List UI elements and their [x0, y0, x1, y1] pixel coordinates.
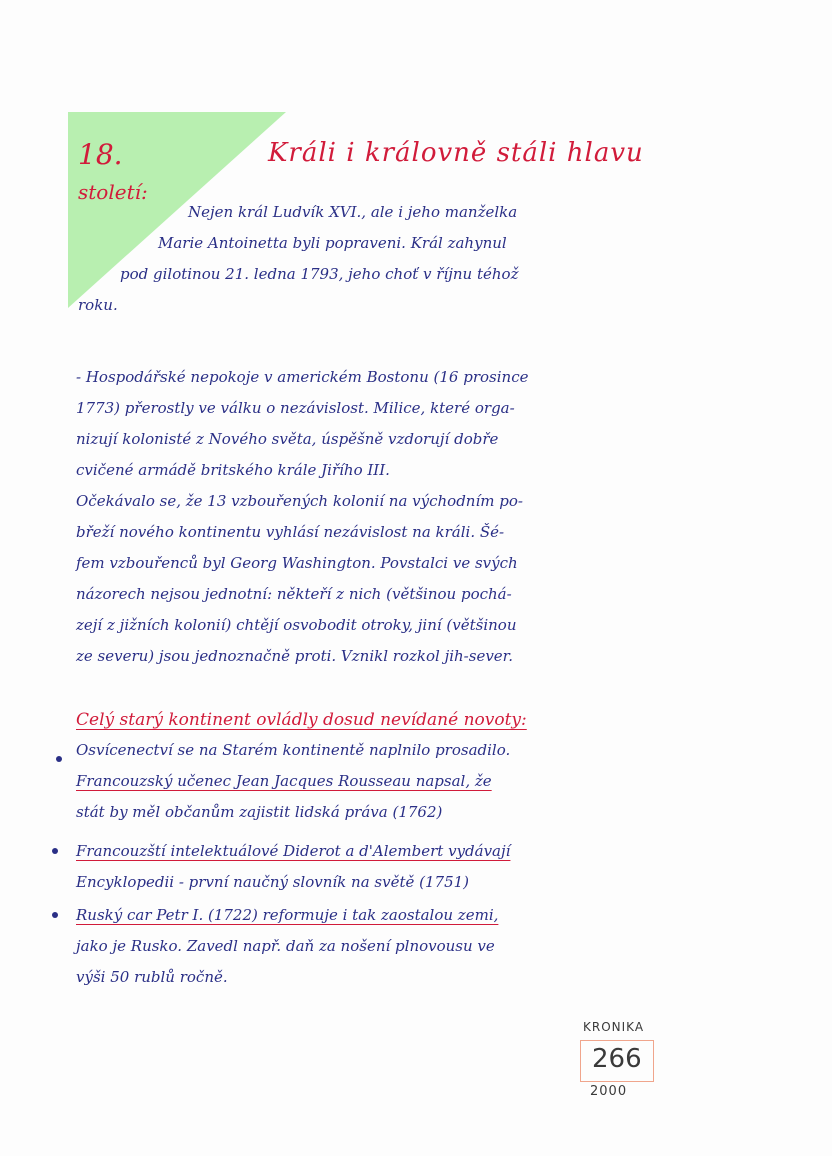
- bullet-line: výši 50 rublů ročně.: [76, 968, 228, 986]
- bullet-dot: [52, 848, 58, 854]
- bullet-item: [76, 900, 498, 993]
- intro-line: Nejen král Ludvík XVI., ale i jeho manželka: [188, 203, 518, 221]
- america-line: - Hospodářské nepokoje v americkém Bostonu (16 prosince: [76, 368, 529, 386]
- stamp-year: 2000: [590, 1084, 628, 1099]
- bullet-line: jako je Rusko. Zavedl např. daň za nošení plnovousu ve: [76, 937, 495, 955]
- bullet-dot: [56, 756, 62, 762]
- america-line: Očekávalo se, že 13 vzbouřených kolonií na východním po-: [76, 492, 523, 510]
- intro-line: roku.: [78, 296, 118, 314]
- page-number: 266: [592, 1044, 642, 1074]
- america-line: cvičené armádě britského krále Jiřího III.: [76, 461, 390, 479]
- america-paragraph: [76, 362, 528, 672]
- bullet-line: Francouzští intelektuálové Diderot a d'Alembert vydávají: [76, 842, 511, 860]
- bullet-dot: [52, 912, 58, 918]
- intro-line: pod gilotinou 21. ledna 1793, jeho choť v říjnu téhož: [120, 265, 519, 283]
- america-line: názorech nejsou jednotní: někteří z nich (většinou pochá-: [76, 585, 512, 603]
- intro-paragraph: [78, 197, 518, 321]
- america-line: zejí z jižních kolonií) chtějí osvobodit otroky, jiní (většinou: [76, 616, 517, 634]
- stamp-label: KRONIKA: [583, 1020, 645, 1034]
- america-line: fem vzbouřenců byl Georg Washington. Povstalci ve svých: [76, 554, 518, 572]
- page-title: Králi i královně stáli hlavu: [268, 138, 644, 168]
- bullet-line: Osvícenectví se na Starém kontinentě naplnilo prosadilo.: [76, 741, 511, 759]
- century-number: 18.: [78, 138, 123, 171]
- bullet-line: Ruský car Petr I. (1722) reformuje i tak zaostalou zemi,: [76, 906, 499, 924]
- bullet-item: [76, 735, 510, 828]
- bullet-line: Francouzský učenec Jean Jacques Rousseau napsal, že: [76, 772, 492, 790]
- section-heading: Celý starý kontinent ovládly dosud nevídané novoty:: [76, 710, 527, 730]
- intro-line: Marie Antoinetta byli popraveni. Král zahynul: [158, 234, 507, 252]
- bullet-item: [76, 836, 510, 898]
- america-line: ze severu) jsou jednoznačně proti. Vznikl rozkol jih-sever.: [76, 647, 513, 665]
- century-label: století:: [78, 180, 148, 204]
- bullet-line: stát by měl občanům zajistit lidská práva (1762): [76, 803, 443, 821]
- america-line: 1773) přerostly ve válku o nezávislost. Milice, které orga-: [76, 399, 515, 417]
- america-line: břeží nového kontinentu vyhlásí nezávislost na králi. Šé-: [76, 523, 505, 541]
- bullet-line: Encyklopedii - první naučný slovník na světě (1751): [76, 873, 470, 891]
- america-line: nizují kolonisté z Nového světa, úspěšně vzdorují dobře: [76, 430, 499, 448]
